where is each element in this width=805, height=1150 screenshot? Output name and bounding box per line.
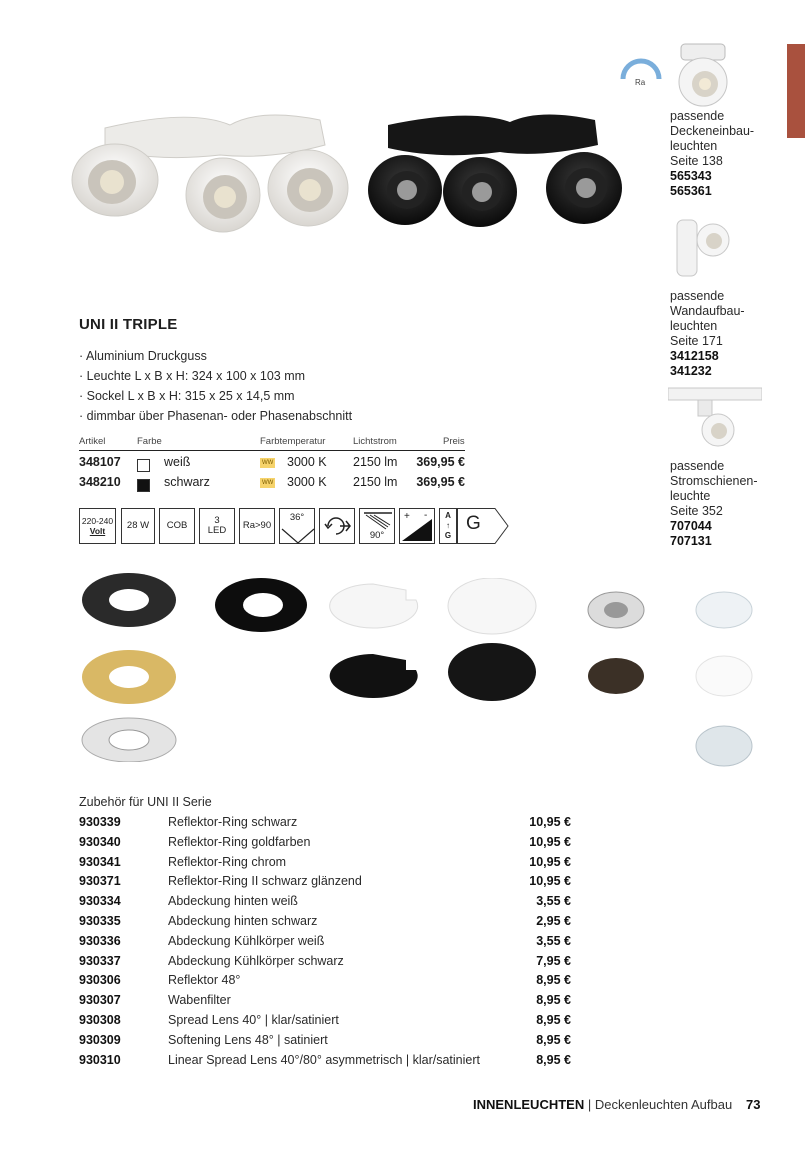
accessory-row	[79, 1050, 571, 1070]
accessory-code: 930341	[79, 854, 121, 869]
accessory-code: 930335	[79, 914, 121, 928]
energy-scale-icon: A ↑ G	[439, 508, 457, 544]
accessory-price: 2,95 €	[536, 914, 571, 928]
accessory-price: 8,95 €	[536, 973, 571, 988]
wattage-icon: 28 W	[121, 508, 155, 544]
voltage-range: 220-240	[81, 516, 114, 526]
ra-badge: Ra	[620, 58, 662, 100]
footer-subcategory: Deckenleuchten Aufbau	[594, 1097, 733, 1112]
luminous-flux: 2150 lm	[353, 455, 398, 469]
reflector-rings-image	[80, 572, 180, 762]
cri-icon: Ra>90	[239, 508, 275, 544]
accessory-code: 930310	[79, 1052, 121, 1067]
warm-white-badge: WW	[262, 479, 274, 486]
svg-text:-: -	[424, 510, 428, 521]
accessory-name: Wabenfilter	[168, 993, 231, 1008]
luminous-flux: 2150 lm	[353, 475, 398, 489]
table-row	[79, 452, 465, 472]
reflector-ring-glossy-image	[213, 575, 311, 635]
related-code: 341232	[670, 364, 712, 378]
feature-item: · dimmbar über Phasenan- oder Phasenabschnitt	[79, 409, 353, 423]
accessory-row	[79, 852, 571, 872]
voltage-icon	[79, 508, 116, 544]
led-count-icon	[199, 508, 235, 544]
beam-angle-value: 36°	[289, 512, 305, 523]
related-recessed	[670, 109, 754, 199]
related-track	[670, 459, 758, 549]
related-line: passende	[670, 289, 725, 303]
reflector-honeycomb-image	[585, 590, 647, 700]
accessory-row	[79, 1010, 571, 1030]
accessory-price: 7,95 €	[536, 953, 571, 968]
table-divider	[79, 450, 465, 451]
related-code: 707044	[670, 519, 712, 533]
lenses-image	[694, 590, 756, 770]
accessory-name: Reflektor 48°	[168, 973, 241, 988]
related-code: 3412158	[670, 349, 719, 363]
related-code: 565361	[670, 184, 712, 198]
related-line: leuchten	[670, 139, 718, 153]
heatsink-covers-image	[446, 578, 538, 706]
energy-scale-top: A	[445, 511, 451, 520]
related-line: Wandaufbau-	[670, 304, 745, 318]
accessory-name: Abdeckung Kühlkörper schwarz	[168, 953, 344, 968]
related-line: leuchten	[670, 319, 718, 333]
accessory-code: 930337	[79, 953, 121, 968]
accessory-name: Abdeckung hinten schwarz	[168, 914, 318, 928]
accessory-row	[79, 970, 571, 990]
related-code: 707131	[670, 534, 712, 548]
col-header-preis: Preis	[443, 436, 465, 447]
tilt-angle: 90°	[369, 530, 385, 541]
warm-white-badge: WW	[262, 459, 274, 466]
accessory-name: Softening Lens 48° | satiniert	[168, 1032, 328, 1047]
color-temperature: 3000 K	[287, 455, 327, 469]
related-wall	[670, 289, 745, 379]
color-swatch-black	[137, 479, 150, 492]
rotate-icon	[319, 508, 355, 544]
chapter-tab	[787, 44, 805, 138]
related-line: Stromschienen-	[670, 474, 758, 488]
footer-category: INNENLEUCHTEN	[473, 1097, 585, 1112]
accessory-name: Abdeckung hinten weiß	[168, 894, 298, 909]
accessory-row	[79, 871, 571, 891]
beam-angle-icon	[279, 508, 315, 544]
accessory-price: 8,95 €	[536, 1032, 571, 1047]
accessory-row	[79, 951, 571, 971]
accessory-price: 3,55 €	[536, 933, 571, 948]
related-line: Seite 171	[670, 334, 723, 348]
accessory-name: Reflektor-Ring schwarz	[168, 815, 298, 829]
related-line: passende	[670, 109, 725, 123]
accessory-name: Abdeckung Kühlkörper weiß	[168, 933, 325, 948]
accessory-code: 930336	[79, 933, 121, 948]
track-light-image	[668, 386, 762, 448]
page-number: 73	[746, 1097, 761, 1112]
col-header-farbe: Farbe	[137, 436, 162, 447]
accessory-name: Reflektor-Ring chrom	[168, 854, 287, 869]
energy-class-arrow-icon	[457, 508, 509, 544]
accessory-code: 930309	[79, 1032, 121, 1047]
accessory-price: 10,95 €	[529, 815, 571, 829]
accessory-code: 930306	[79, 973, 121, 988]
related-line: Deckeneinbau-	[670, 124, 755, 138]
accessories-title: Zubehör für UNI II Serie	[79, 795, 212, 809]
product-image-triple	[70, 100, 630, 245]
accessory-code: 930334	[79, 894, 121, 909]
accessory-code: 930307	[79, 993, 121, 1008]
cob-icon: COB	[159, 508, 195, 544]
energy-class: G	[466, 513, 481, 534]
accessory-row	[79, 990, 571, 1010]
color-swatch-white	[137, 459, 150, 472]
color-temperature: 3000 K	[287, 475, 327, 489]
accessory-name: Spread Lens 40° | klar/satiniert	[168, 1013, 339, 1027]
accessory-code: 930340	[79, 834, 121, 849]
tilt-icon	[359, 508, 395, 544]
feature-item: · Leuchte L x B x H: 324 x 100 x 103 mm	[79, 369, 306, 383]
feature-item: · Sockel L x B x H: 315 x 25 x 14,5 mm	[79, 389, 295, 403]
footer-separator: |	[584, 1097, 595, 1112]
accessory-code: 930339	[79, 815, 121, 829]
accessory-row	[79, 931, 571, 951]
accessory-price: 10,95 €	[529, 874, 571, 889]
color-name: schwarz	[164, 475, 210, 489]
voltage-unit: Volt	[89, 526, 106, 536]
article-number: 348210	[79, 475, 121, 489]
energy-scale-bottom: G	[444, 531, 452, 540]
accessory-price: 3,55 €	[536, 894, 571, 909]
accessory-code: 930371	[79, 874, 121, 889]
related-line: Seite 138	[670, 154, 723, 168]
accessory-row	[79, 911, 571, 931]
related-code: 565343	[670, 169, 712, 183]
led-count: 3	[214, 515, 220, 526]
col-header-lichtstrom: Lichtstrom	[353, 436, 397, 447]
price: 369,95 €	[416, 475, 465, 489]
recessed-light-image	[673, 42, 733, 110]
svg-text:+: +	[404, 511, 410, 522]
accessory-row	[79, 812, 571, 832]
col-header-farbtemperatur: Farbtemperatur	[260, 436, 326, 447]
article-number: 348107	[79, 455, 121, 469]
accessory-row	[79, 1030, 571, 1050]
related-line: Seite 352	[670, 504, 723, 518]
related-line: passende	[670, 459, 725, 473]
feature-item: · Aluminium Druckguss	[79, 349, 207, 363]
color-name: weiß	[164, 455, 191, 469]
wall-light-image	[673, 216, 733, 280]
accessory-name: Linear Spread Lens 40°/80° asymmetrisch | klar/satiniert	[168, 1052, 480, 1067]
footer-section	[473, 1097, 732, 1112]
product-features	[79, 346, 352, 426]
accessory-price: 8,95 €	[536, 1052, 571, 1067]
product-title: UNI II TRIPLE	[79, 316, 178, 333]
accessory-name: Reflektor-Ring II schwarz glänzend	[168, 874, 362, 889]
price: 369,95 €	[416, 455, 465, 469]
col-header-artikel: Artikel	[79, 436, 106, 447]
accessory-price: 8,95 €	[536, 993, 571, 1008]
table-row	[79, 472, 465, 492]
led-label: LED	[207, 525, 227, 536]
dimmable-icon	[399, 508, 435, 544]
accessory-price: 8,95 €	[536, 1013, 571, 1027]
accessory-name: Reflektor-Ring goldfarben	[168, 834, 311, 849]
accessory-row	[79, 832, 571, 852]
accessory-price: 10,95 €	[529, 834, 571, 849]
accessory-row	[79, 891, 571, 911]
rear-covers-image	[328, 582, 420, 702]
related-line: leuchte	[670, 489, 711, 503]
accessory-price: 10,95 €	[529, 854, 571, 869]
accessory-code: 930308	[79, 1013, 121, 1027]
